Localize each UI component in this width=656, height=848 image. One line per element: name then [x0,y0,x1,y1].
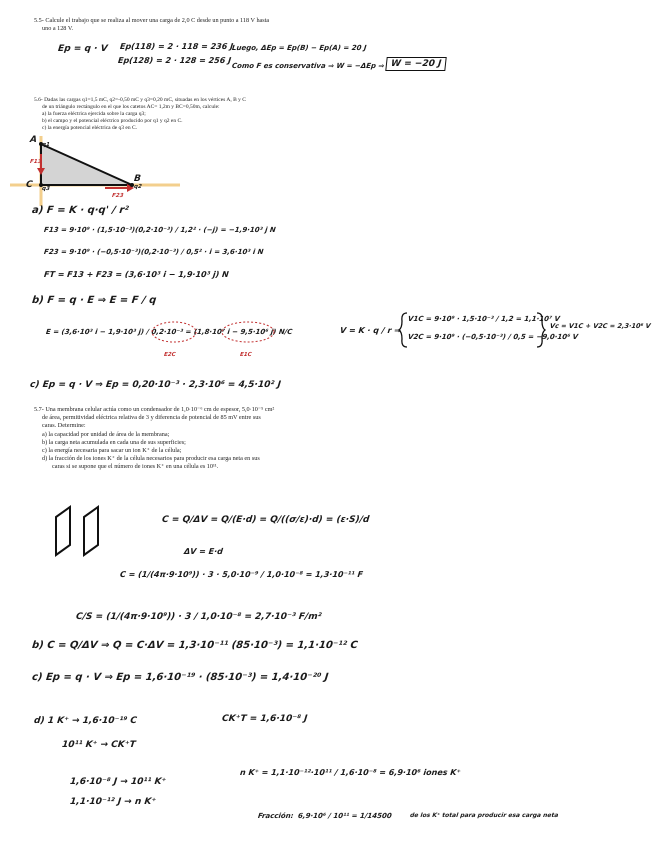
label-f13: F13 [29,159,42,165]
p56-line4: b) el campo y el potencial eléctrico producido por q1 y q2 en C. [42,118,183,124]
label-q2: q2 [133,184,143,190]
p57-line5: b) la carga neta acumulada en cada una de sus superficies; [42,439,186,446]
p57-d-line3: 1,6·10⁻⁸ J → 10¹¹ K⁺ [69,777,167,787]
left-brace [398,312,408,348]
p57-fraction-expr: 6,9·10⁶ / 10¹¹ = 1/14500 [297,812,393,820]
p56-a-head: a) F = K · q·q' / r² [31,205,130,216]
p56-line2: de un triángulo rectángulo en el que los catetos AC= 1,2m y BC=0,50m, calcule: [42,104,220,110]
label-q1: q1 [41,142,51,148]
p57-line6: c) la energía necesaria para sacar un ion K⁺ de la célula; [42,447,182,454]
p56-b-v1c: V1C = 9·10⁹ · 1,5·10⁻³ / 1,2 = 1,1·10⁷ V [407,315,561,323]
p57-fraction-tail: de los K⁺ total para producir esa carga neta [409,812,559,819]
p57-fraction-word: Fracción: [257,812,294,820]
p55-result-box: W = −20 J [385,57,447,71]
p55-ep-118: Ep(118) = 2 · 118 = 236 J [119,42,234,51]
p57-line2: de área, permitividad eléctrica relativa de 3 y diferencia de potencial de 85 mV entre sus [42,414,261,421]
p56-a-ft: FT = F13 + F23 = (3,6·10³ i − 1,9·10³ j) N [43,270,230,279]
p57-line1: 5.7- Una membrana celular actúa como un condensador de 1,0·10⁻⁶ cm de espesor, 5,0·10⁻⁵ cm² [34,406,275,413]
p55-ep-formula: Ep = q · V [57,44,109,54]
p56-b-v2c: V2C = 9·10⁹ · (−0,5·10⁻³) / 0,5 = −9,0·10⁶ V [407,333,579,341]
p57-line4: a) la capacidad por unidad de área de la membrana; [42,431,170,438]
p56-line1: 5.6- Dadas las cargas q1=1,5 mC, q2=-0,50 mC y q3=0,20 mC, situadas en los vértices A, B y C [34,97,246,103]
p57-d-line1: d) 1 K⁺ → 1,6·10⁻¹⁹ C [33,716,138,726]
label-b: B [133,174,142,184]
triangle-abc [41,144,132,185]
p55-ep-128: Ep(128) = 2 · 128 = 256 J [117,56,232,65]
triangle-diagram [10,136,180,206]
p56-b-vtotal: Vc = V1C + V2C = 2,3·10⁶ V [549,322,652,330]
p57-d-ions: n K⁺ = 1,1·10⁻¹²·10¹¹ / 1,6·10⁻⁸ = 6,9·10⁶ iones K⁺ [239,768,462,777]
p55-conservative: Como F es conservativa ⇒ W = −ΔEp ⇒ [231,62,385,70]
p56-line5: c) la energía potencial eléctrica de q3 en C. [42,125,138,131]
p57-line7: d) la fracción de los iones K⁺ de la célula necesarios para producir esa carga neta en sus [42,455,260,462]
e1c-circle [222,322,274,342]
p57-d-line2: 10¹¹ K⁺ → CK⁺T [61,740,137,750]
p56-b-head: b) F = q · E ⇒ E = F / q [31,295,157,306]
label-e1c: E1C [239,352,252,358]
plate-right [84,507,98,555]
p55-statement-line2: uno a 128 V. [42,25,74,32]
plate-left [56,507,70,555]
label-e2c: E2C [163,352,176,358]
p57-c-line: c) Ep = q · V ⇒ Ep = 1,6·10⁻¹⁹ · (85·10⁻³) = 1,4·10⁻²⁰ J [31,672,329,683]
right-brace [536,312,546,348]
p57-capacitance-def: C = Q/ΔV = Q/(E·d) = Q/((σ/ε)·d) = (ε·S)/d [161,515,370,525]
p56-b-potential: V = K · q / r ⇒ [339,326,402,335]
label-a: A [29,135,38,145]
p56-b-field: E = (3,6·10³ i − 1,9·10³ j) / 0,2·10⁻³ = (1,8·10⁷ i − 9,5·10⁶ j) N/C [45,328,293,336]
label-f23: F23 [111,193,124,199]
p57-dv: ΔV = E·d [183,547,224,556]
p56-a-f23: F23 = 9·10⁹ · (−0,5·10⁻³)(0,2·10⁻³) / 0,5² · i = 3,6·10³ i N [43,248,264,256]
p57-d-ckt: CK⁺T = 1,6·10⁻⁸ J [221,714,308,724]
p57-d-line4: 1,1·10⁻¹² J → n K⁺ [69,797,157,807]
e2c-circle [152,322,196,342]
p57-b-line: b) C = Q/ΔV ⇒ Q = C·ΔV = 1,3·10⁻¹¹ (85·10⁻³) = 1,1·10⁻¹² C [31,640,359,651]
p55-statement-line1: 5.5- Calcule el trabajo que se realiza al mover una carga de 2,0 C desde un punto a 118 V hasta [34,17,270,24]
p57-line3: caras. Determine: [42,422,86,429]
p55-delta-ep: Luego, ΔEp = Ep(B) − Ep(A) = 20 J [231,44,367,52]
p57-line8: caras si se supone que el número de iones K⁺ en una célula es 10¹¹. [52,463,219,470]
p57-c-over-s: C/S = (1/(4π·9·10⁹)) · 3 / 1,0·10⁻⁸ = 2,7·10⁻³ F/m² [75,612,323,622]
p56-line3: a) la fuerza eléctrica ejercida sobre la carga q3; [42,111,146,117]
p56-a-f13: F13 = 9·10⁹ · (1,5·10⁻³)(0,2·10⁻³) / 1,2² · (−j) = −1,9·10³ j N [43,226,277,234]
field-component-circles [150,320,280,344]
label-q3: q3 [41,186,51,192]
p56-c-line: c) Ep = q · V ⇒ Ep = 0,20·10⁻³ · 2,3·10⁶ = 4,5·10² J [29,380,282,390]
capacitor-plates [54,505,104,557]
p57-capacitance-value: C = (1/(4π·9·10⁹)) · 3 · 5,0·10⁻⁹ / 1,0·10⁻⁸ = 1,3·10⁻¹¹ F [119,570,364,579]
label-c: C [25,180,34,190]
